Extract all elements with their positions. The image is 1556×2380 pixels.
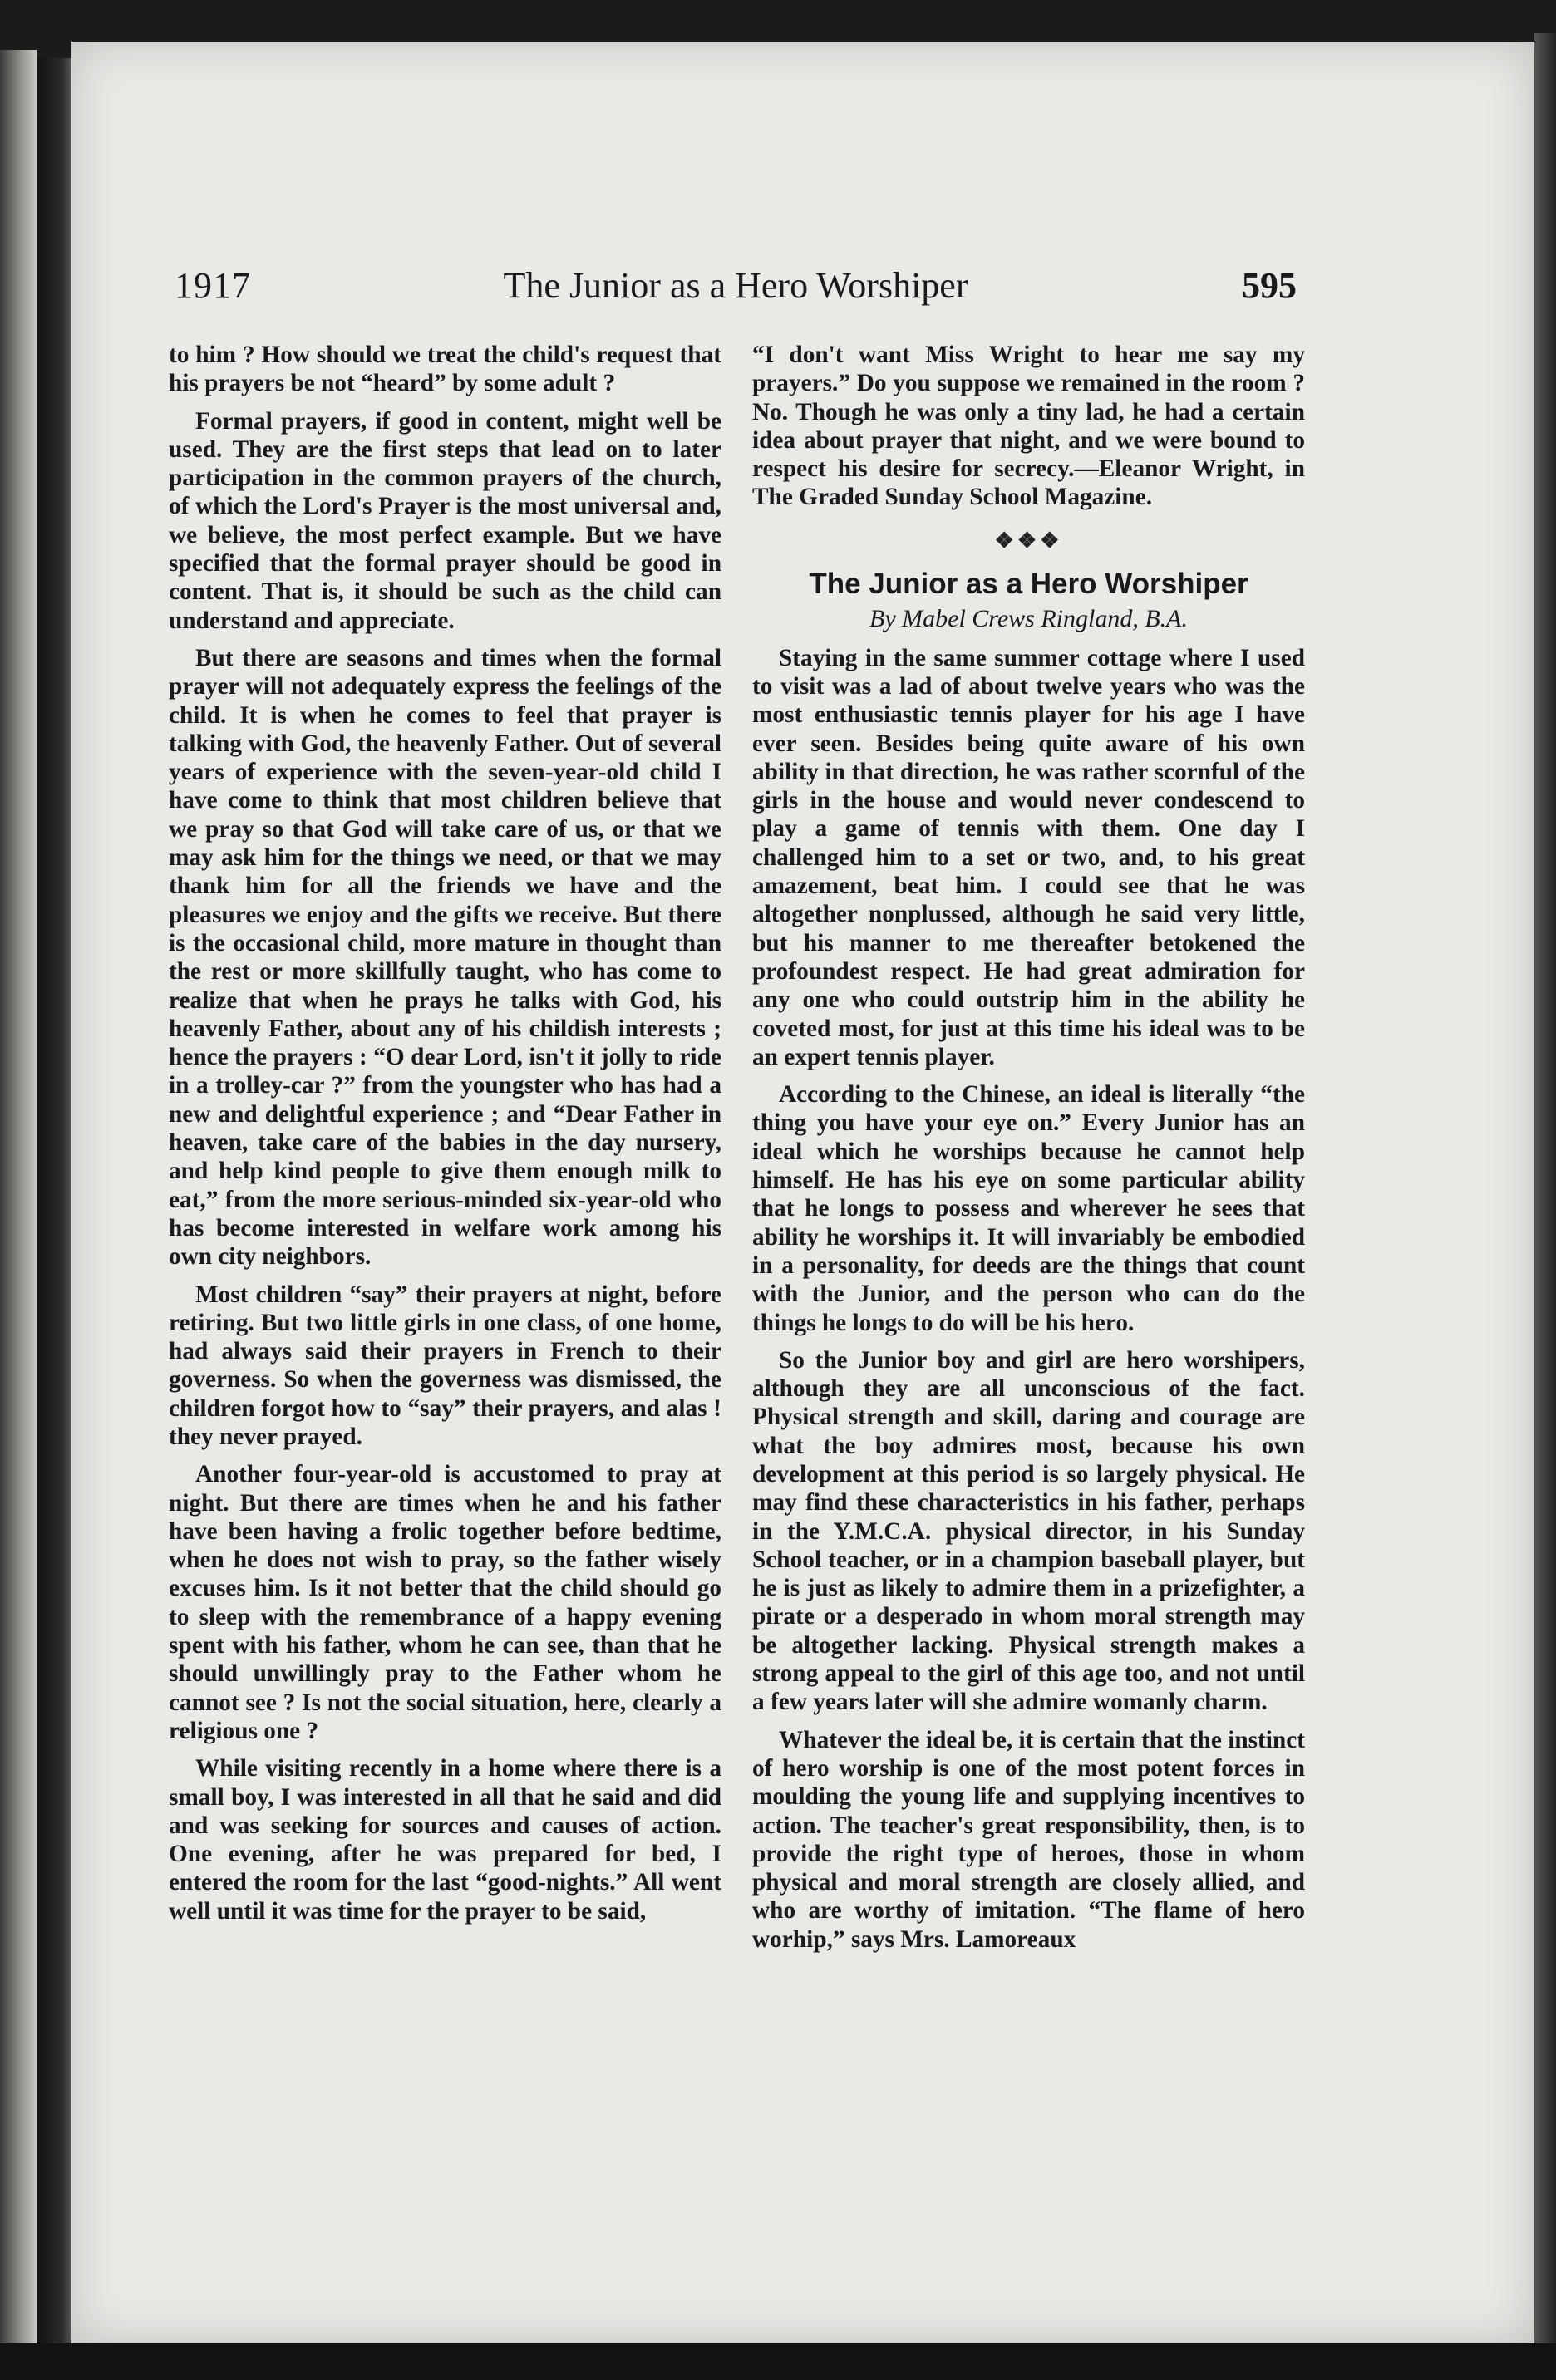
left-paragraph: Another four-year-old is accustomed to pray at night. But there are times when he and his father have been having a frolic together before bedtime, when he does not wish to pray, so the father wisely excuses him. Is it not better that the child should go to sleep with the remembrance of a happy evening spent with his father, whom he can see, than that he should unwillingly pray to the Father whom he cannot see ? Is not the social situation, here, clearly a religious one ? xyxy=(169,1461,721,1744)
running-head xyxy=(175,264,1297,314)
running-head-year: 1917 xyxy=(175,265,251,306)
facing-page-edge xyxy=(0,50,37,2343)
article-title: The Junior as a Hero Worshiper xyxy=(809,568,1248,601)
book-spine-shadow xyxy=(37,58,73,2343)
left-paragraph: But there are seasons and times when the formal prayer will not adequately express the feelings of the child. It is when he comes to feel that prayer is talking with God, the heavenly Father. Out of several years of experience with the seven-year-old child I have come to think that most children believe that we pray so that God will take care of us, or that we may ask him for the things we need, or that we may thank him for all the friends we have and the pleasures we enjoy and the gifts we receive. But there is the occasional child, more mature in thought than the rest or more skillfully taught, who has come to realize that when he prays he talks with God, his heavenly Father, about any of his childish interests ; hence the prayers : “O dear Lord, isn't it jolly to ride in a trolley-car ?” from the youngster who has had a new and delightful experience ; and “Dear Father in heaven, take care of the babies in the day nursery, and help kind people to give them enough milk to eat,” from the more serious-minded six-year-old who has become interested in welfare work among his own city neighbors. xyxy=(169,644,721,1271)
left-paragraph: to him ? How should we treat the child's request that his prayers be not “heard” by some adult ? xyxy=(169,342,721,397)
page-number: 595 xyxy=(1242,265,1297,306)
article-paragraph: Whatever the ideal be, it is certain that the instinct of hero worship is one of the most potent forces in moulding the young life and supplying incentives to action. The teacher's great responsibility, then, is to provide the right type of heroes, those in whom physical and moral strength are closely allied, and who are worthy of imitation. “The flame of hero worhip,” says Mrs. Lamoreaux xyxy=(752,1726,1305,1953)
left-paragraph: While visiting recently in a home where there is a small boy, I was interested in all that he said and did and was seeking for sources and causes of action. One evening, after he was prepared for bed, I entered the room for the last “good-nights.” All went well until it was time for the prayer to be said, xyxy=(169,1755,721,1925)
left-paragraph: Formal prayers, if good in content, might well be used. They are the first steps that lead on to later participation in the common prayers of the church, of which the Lord's Prayer is the most universal and, we believe, the most perfect example. But we have specified that the formal prayer should be good in content. That is, it should be such as the child can understand and appreciate. xyxy=(169,407,721,634)
scan-bottom-border xyxy=(0,2343,1556,2380)
left-column xyxy=(169,341,721,1935)
right-column xyxy=(752,341,1305,1963)
article-paragraph: According to the Chinese, an ideal is literally “the thing you have your eye on.” Every Junior has an ideal which he worships because he cannot help himself. He has his eye on some particular ability that he longs to possess and wherever he sees that ability he worships it. It will invariably be embodied in a personality, for deeds are the things that count with the Junior, and the person who can do the things he longs to do will be his hero. xyxy=(752,1081,1305,1336)
article-paragraph: So the Junior boy and girl are hero worshipers, although they are all unconscious of the fact. Physical strength and skill, daring and courage are what the boy admires most, because his own development at this period is so largely physical. He may find these characteristics in his father, perhaps in the Y.M.C.A. physical director, in his Sunday School teacher, or in a champion baseball player, but he is just as likely to admire them in a prizefighter, a pirate or a desperado in whom moral strength may be altogether lacking. Physical strength makes a strong appeal to the girl of this age too, and not until a few years later will she admire womanly charm. xyxy=(752,1346,1305,1716)
section-divider-ornament: ❖❖❖ xyxy=(994,528,1063,553)
running-head-title: The Junior as a Hero Worshiper xyxy=(503,265,968,306)
article-byline: By Mabel Crews Ringland, B.A. xyxy=(869,605,1188,633)
left-paragraph: Most children “say” their prayers at night, before retiring. But two little girls in one class, of one home, had always said their prayers in French to their governess. So when the governess was dismissed, the children forgot how to “say” their prayers, and alas ! they never prayed. xyxy=(169,1281,721,1450)
page-right-edge xyxy=(1534,33,1556,2360)
previous-article-conclusion: “I don't want Miss Wright to hear me say my prayers.” Do you suppose we remained in the room ? No. Though he was only a tiny lad, he had a certain idea about prayer that night, and we were bound to respect his desire for secrecy.—Eleanor Wright, in The Graded Sunday School Magazine. xyxy=(752,342,1305,511)
article-paragraph: Staying in the same summer cottage where I used to visit was a lad of about twelve years who was the most enthusiastic tennis player for his age I have ever seen. Besides being quite aware of his own ability in that direction, he was rather scornful of the girls in the house and would never condescend to play a game of tennis with them. One day I challenged him to a set or two, and, to his great amazement, beat him. I could see that he was altogether nonplussed, although he said very little, but his manner to me thereafter betokened the profoundest respect. He had great admiration for any one who could outstrip him in the ability he coveted most, for just at this time his ideal was to be an expert tennis player. xyxy=(752,644,1305,1070)
